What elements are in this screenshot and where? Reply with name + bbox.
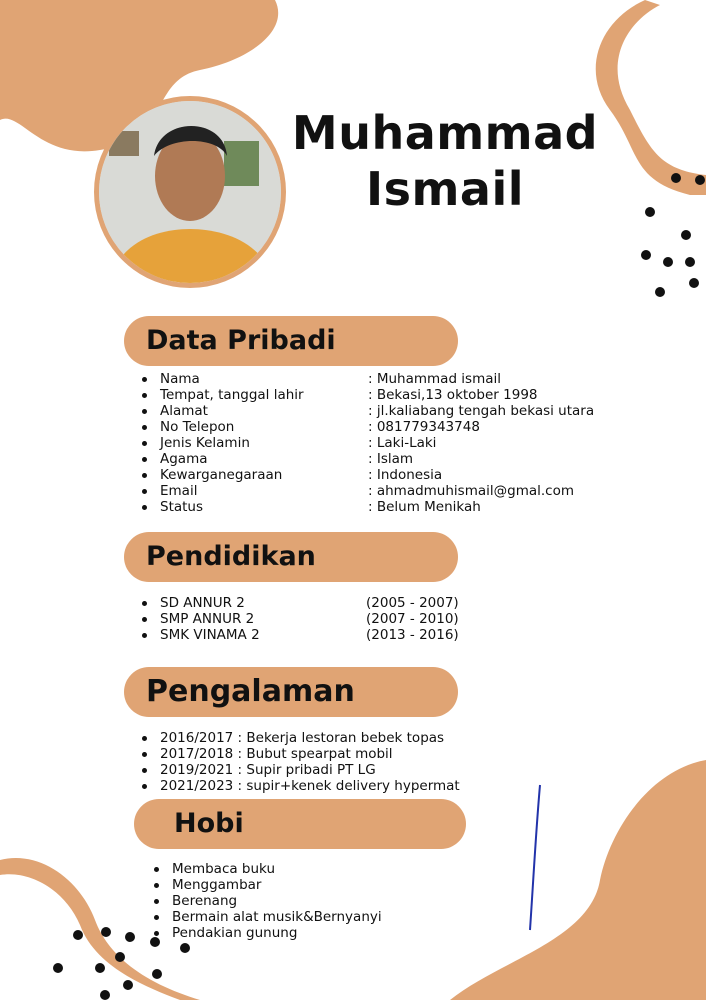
list-item: Membaca buku <box>150 861 382 877</box>
list-item: Alamat : jl.kaliabang tengah bekasi utara <box>138 403 608 419</box>
list-item: Pendakian gunung <box>150 925 382 941</box>
name-line-1: Muhammad <box>291 106 599 160</box>
profile-photo <box>94 96 286 288</box>
person-photo-icon <box>99 101 281 283</box>
list-item: 2021/2023 : supir+kenek delivery hypermat <box>138 778 460 794</box>
full-name <box>270 105 620 217</box>
list-item: Agama : Islam <box>138 451 608 467</box>
list-item: Jenis Kelamin : Laki-Laki <box>138 435 608 451</box>
list-item: Status : Belum Menikah <box>138 499 608 515</box>
list-item: SMP ANNUR 2 (2007 - 2010) <box>138 611 468 627</box>
list-item: Bermain alat musik&Bernyanyi <box>150 909 382 925</box>
list-item: No Telepon : 081779343748 <box>138 419 608 435</box>
section-header-pengalaman: Pengalaman <box>124 667 458 717</box>
list-item: 2017/2018 : Bubut spearpat mobil <box>138 746 460 762</box>
section-header-pendidikan: Pendidikan <box>124 532 458 582</box>
section-header-hobi: Hobi <box>134 799 466 849</box>
personal-data-list <box>138 371 608 515</box>
experience-list <box>138 730 460 794</box>
list-item: Berenang <box>150 893 382 909</box>
list-item: SMK VINAMA 2 (2013 - 2016) <box>138 627 468 643</box>
list-item: Nama : Muhammad ismail <box>138 371 608 387</box>
list-item: SD ANNUR 2 (2005 - 2007) <box>138 595 468 611</box>
education-list <box>138 595 468 643</box>
list-item: Kewarganegaraan : Indonesia <box>138 467 608 483</box>
list-item: 2016/2017 : Bekerja lestoran bebek topas <box>138 730 460 746</box>
name-line-2: Ismail <box>365 162 524 216</box>
list-item: Menggambar <box>150 877 382 893</box>
section-header-data-pribadi: Data Pribadi <box>124 316 458 366</box>
list-item: 2019/2021 : Supir pribadi PT LG <box>138 762 460 778</box>
hobby-list <box>150 861 382 941</box>
list-item: Tempat, tanggal lahir : Bekasi,13 oktober 1998 <box>138 387 608 403</box>
list-item: Email : ahmadmuhismail@gmal.com <box>138 483 608 499</box>
